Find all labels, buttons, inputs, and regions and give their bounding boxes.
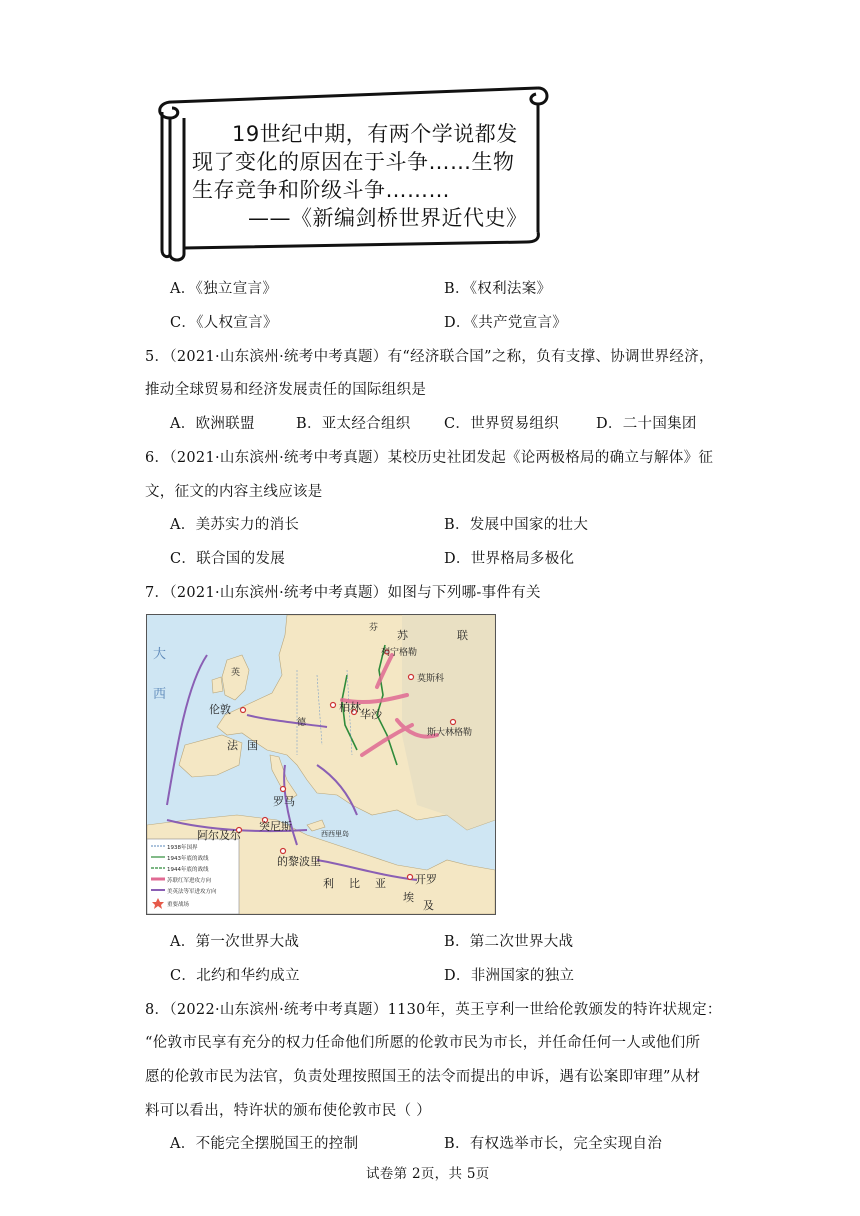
q7-option-b: B．第二次世界大战	[444, 934, 574, 950]
q6-stem-line-2: 文，征文的内容主线应该是	[145, 484, 323, 500]
q6-option-d: D．世界格局多极化	[444, 551, 575, 567]
q5-option-a: A．欧洲联盟	[170, 416, 255, 432]
map-label-su: 苏	[397, 629, 408, 642]
q7-option-c: C．北约和华约成立	[170, 968, 300, 984]
legend-item-5: 美英法等军进攻方向	[167, 889, 217, 895]
map-label-tunis: 突尼斯	[259, 820, 292, 833]
map-label-rome: 罗马	[273, 795, 295, 808]
q5-stem-line-2: 推动全球贸易和经济发展责任的国际组织是	[145, 382, 427, 398]
map-label-da: 大	[153, 647, 167, 662]
map-label-london: 伦敦	[209, 703, 231, 716]
map-label-de: 德	[297, 718, 307, 728]
map-label-leningrad: 列宁格勒	[381, 648, 418, 658]
map-label-ai: 埃	[403, 891, 414, 904]
q8-stem-line-4: 料可以看出，特许状的颁布使伦敦市民（ ）	[145, 1103, 432, 1119]
q8-stem-line-1: 8．（2022·山东滨州·统考中考真题）1130年，英王亨利一世给伦敦颁发的特许状规定：	[145, 1002, 722, 1018]
map-label-algiers: 阿尔及尔	[197, 829, 241, 842]
q8-stem-line-3: 愿的伦敦市民为法官，负责处理按照国王的法令而提出的申诉，遇有讼案即审理”从材	[145, 1069, 701, 1085]
q6-option-c: C．联合国的发展	[170, 551, 285, 567]
map-label-li: 利	[323, 877, 334, 890]
q5-option-d: D．二十国集团	[596, 416, 697, 432]
q6-stem-line-1: 6．（2021·山东滨州·统考中考真题）某校历史社团发起《论两极格局的确立与解体》征	[145, 450, 714, 466]
q7-stem: 7．（2021·山东滨州·统考中考真题）如图与下列哪-事件有关	[145, 585, 541, 601]
ww2-europe-map	[146, 614, 496, 915]
q4-option-a: A．《独立宣言》	[170, 281, 278, 297]
map-label-guo: 国	[247, 739, 258, 752]
q5-stem-line-1: 5．（2021·山东滨州·统考中考真题）有“经济联合国”之称，负有支撑、协调世界经济，	[145, 349, 714, 365]
q4-option-b: B．《权利法案》	[444, 281, 552, 297]
legend-item-3: 1944年底的战线	[167, 867, 209, 873]
map-label-ying: 英	[231, 668, 241, 678]
scroll-line-1: 19世纪中期，有两个学说都发	[232, 122, 518, 146]
q5-option-b: B．亚太经合组织	[296, 416, 411, 432]
map-label-lian: 联	[457, 629, 468, 642]
scroll-line-2: 现了变化的原因在于斗争……生物	[192, 150, 515, 174]
map-label-ji: 及	[423, 899, 434, 912]
legend-item-6: 重要战场	[167, 902, 190, 908]
q7-option-d: D．非洲国家的独立	[444, 968, 575, 984]
q7-option-a: A．第一次世界大战	[170, 934, 300, 950]
q4-option-c: C．《人权宣言》	[170, 315, 278, 331]
legend-item-4: 苏联红军进攻方向	[167, 878, 212, 884]
page-footer: 试卷第 2页，共 5页	[366, 1166, 490, 1182]
legend-item-1: 1938年国界	[167, 845, 198, 851]
map-label-finland: 芬	[369, 623, 379, 633]
map-label-bi: 比	[349, 877, 360, 890]
scroll-source: ——《新编剑桥世界近代史》	[248, 206, 528, 230]
map-label-fa: 法	[227, 739, 238, 752]
q6-option-b: B．发展中国家的壮大	[444, 517, 589, 533]
q6-option-a: A．美苏实力的消长	[170, 517, 300, 533]
q4-option-d: D．《共产党宣言》	[444, 315, 568, 331]
scroll-line-3: 生存竞争和阶级斗争………	[192, 178, 450, 202]
map-label-sicily: 西西里岛	[321, 830, 349, 838]
map-label-berlin: 柏林	[339, 701, 361, 714]
map-label-ya: 亚	[375, 877, 386, 890]
scroll-figure	[150, 82, 552, 262]
q8-stem-line-2: “伦敦市民享有充分的权力任命他们所愿的伦敦市民为市长，并任命任何一人或他们所	[145, 1035, 701, 1051]
map-label-xi: 西	[153, 687, 167, 702]
q5-option-c: C．世界贸易组织	[444, 416, 559, 432]
map-label-warsaw: 华沙	[360, 708, 382, 721]
q8-option-b: B．有权选举市长，完全实现自治	[444, 1136, 663, 1152]
q8-option-a: A．不能完全摆脱国王的控制	[170, 1136, 359, 1152]
map-label-moscow: 莫斯科	[417, 674, 445, 684]
map-label-stalingrad: 斯大林格勒	[427, 728, 473, 738]
map-label-cairo: 开罗	[415, 873, 437, 886]
legend-item-2: 1943年底的战线	[167, 856, 209, 862]
map-label-tripoli: 的黎波里	[277, 855, 321, 868]
